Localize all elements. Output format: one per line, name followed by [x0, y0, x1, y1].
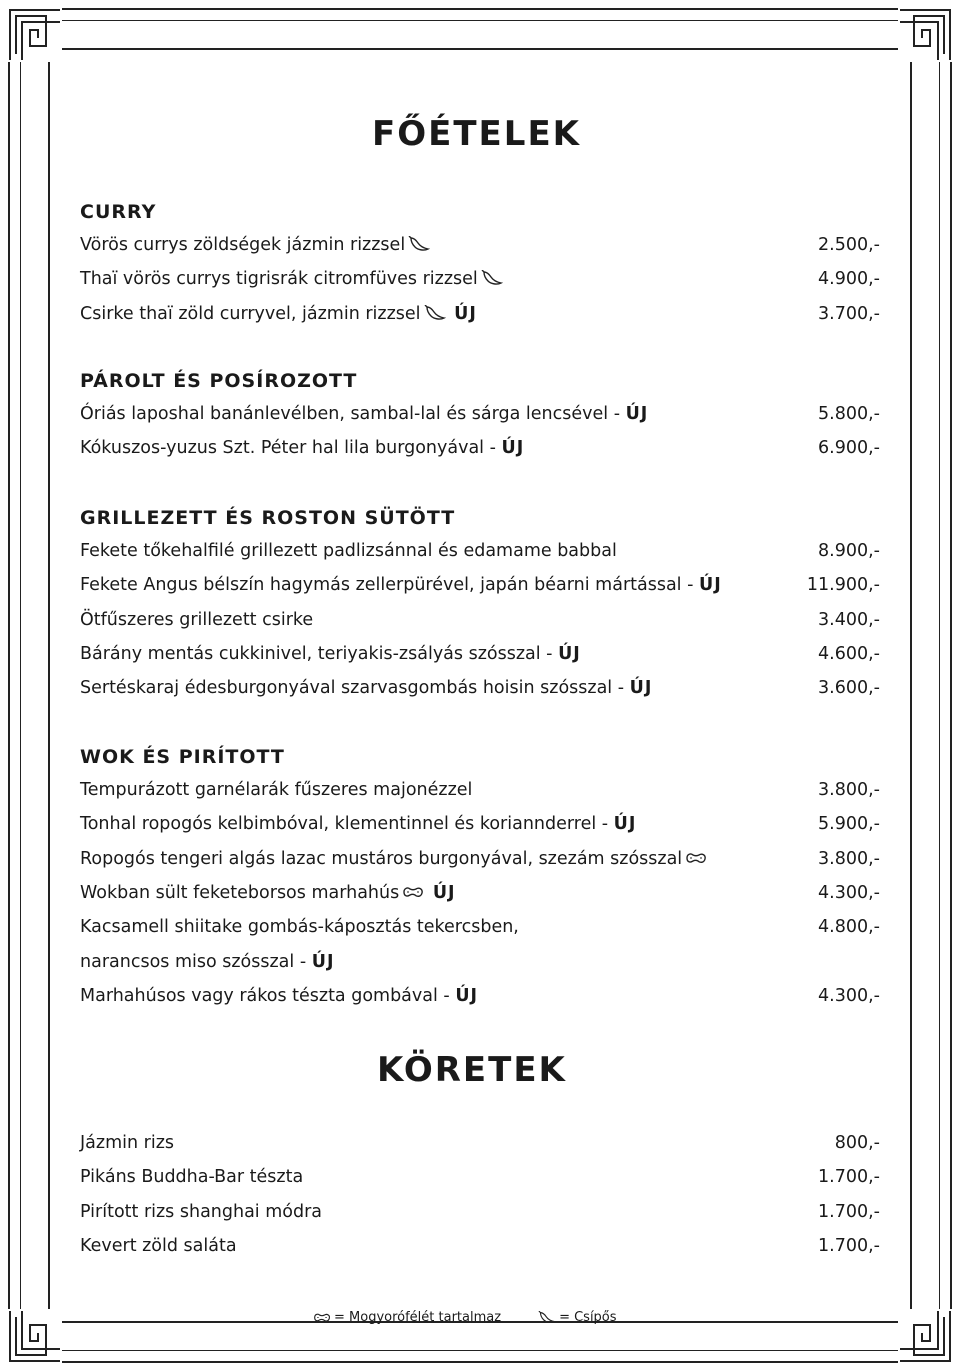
side-item-name: Kevert zöld saláta [80, 1236, 237, 1257]
menu-item [80, 910, 880, 944]
menu-item-name: Fekete tőkehalfilé grillezett padlizsánnal és edamame babbal [80, 541, 617, 562]
new-badge: ÚJ [699, 575, 722, 596]
new-badge: ÚJ [613, 814, 637, 835]
legend-spicy [535, 1310, 616, 1325]
menu-item-price: 3.800,- [818, 848, 880, 869]
menu-item-name-wrap [80, 917, 519, 937]
menu-item-price: 2.500,- [818, 235, 880, 256]
sides-list [80, 1126, 880, 1263]
new-badge: ÚJ [455, 985, 479, 1006]
menu-item [80, 228, 880, 262]
side-item-name: Pirított rizs shanghai módra [80, 1201, 323, 1222]
page-title: FŐÉTELEK [372, 114, 582, 154]
menu-section-curry [80, 196, 880, 331]
menu-item-name: Thaï vörös currys tigrisrák citromfüves rizzsel [80, 269, 478, 290]
menu-item [80, 262, 880, 296]
legend-spicy-label: = Csípős [559, 1310, 617, 1325]
side-item-price: 1.700,- [818, 1167, 880, 1188]
menu-item [80, 431, 880, 465]
menu-item-name: Óriás laposhal banánlevélben, sambal-lal és sárga lencsével - [80, 404, 621, 425]
menu-item-name: Bárány mentás cukkinivel, teriyakis-zsályás szósszal - [80, 644, 553, 665]
legend [310, 1310, 651, 1325]
sides-title: KÖRETEK [377, 1050, 567, 1090]
menu-item [80, 807, 880, 841]
menu-item-name-wrap [80, 849, 710, 869]
menu-item-price: 6.900,- [818, 438, 880, 459]
menu-item-price: 4.600,- [818, 644, 880, 665]
side-item [80, 1229, 880, 1263]
greek-key-corner-ornament [2, 1309, 62, 1369]
side-item-name: Pikáns Buddha-Bar tészta [80, 1167, 304, 1188]
new-badge: ÚJ [501, 438, 525, 459]
new-badge: ÚJ [432, 883, 456, 904]
menu-item-price: 11.900,- [806, 575, 880, 596]
chili-pepper-icon [481, 270, 503, 286]
side-item-price: 1.700,- [818, 1236, 880, 1257]
menu-item-name-wrap [80, 404, 648, 424]
peanut-icon [402, 884, 424, 900]
menu-item-name: Tonhal ropogós kelbimbóval, klementinnel és koriannderrel - [80, 814, 609, 835]
menu-item-name-wrap [80, 986, 478, 1006]
menu-section-wok [80, 741, 880, 1013]
menu-item-name-wrap [80, 610, 313, 630]
menu-item [80, 671, 880, 705]
menu-item-name-wrap [80, 235, 433, 255]
menu-item [80, 773, 880, 807]
menu-item-name-wrap [80, 541, 617, 561]
greek-key-corner-ornament [2, 2, 62, 62]
menu-item [80, 534, 880, 568]
new-badge: ÚJ [558, 644, 581, 665]
menu-section-parolt [80, 365, 880, 466]
menu-item-name: Ötfűszeres grillezett csirke [80, 609, 314, 630]
menu-item-price: 4.900,- [818, 269, 880, 290]
chili-pepper-icon [538, 1311, 556, 1324]
menu-item-name: Tempurázott garnélarák fűszeres majonézzel [80, 780, 473, 801]
side-item [80, 1195, 880, 1229]
greek-key-corner-ornament [898, 2, 958, 62]
menu-item [80, 979, 880, 1013]
menu-item [80, 876, 880, 910]
side-item-name: Jázmin rizs [80, 1133, 174, 1154]
menu-section-grillezett [80, 502, 880, 705]
menu-item-name: Ropogós tengeri algás lazac mustáros burgonyával, szezám szósszal [80, 848, 683, 869]
menu-item-name: Kókuszos-yuzus Szt. Péter hal lila burgonyával - [80, 438, 496, 459]
menu-item [80, 637, 880, 671]
side-item [80, 1126, 880, 1160]
section-heading: GRILLEZETT ÉS ROSTON SÜTÖTT [80, 507, 456, 529]
chili-pepper-icon [408, 236, 430, 252]
menu-item-name-wrap [80, 304, 477, 324]
menu-item-price: 3.600,- [818, 678, 880, 699]
menu-item [80, 842, 880, 876]
menu-item [80, 297, 880, 331]
menu-item-name-wrap [80, 952, 334, 972]
menu-item-name: Marhahúsos vagy rákos tészta gombával - [80, 985, 450, 1006]
section-heading: PÁROLT ÉS POSÍROZOTT [80, 370, 358, 392]
menu-item-name-wrap [80, 575, 722, 595]
menu-item-name: Kacsamell shiitake gombás-káposztás tekercsben, [80, 917, 519, 938]
side-item [80, 1160, 880, 1194]
new-badge: ÚJ [454, 303, 477, 324]
legend-peanut-label: = Mogyorófélét tartalmaz [334, 1310, 502, 1325]
menu-item-price: 4.300,- [818, 985, 880, 1006]
menu-item-price: 3.400,- [818, 609, 880, 630]
section-heading: CURRY [80, 201, 157, 223]
new-badge: ÚJ [629, 678, 653, 699]
side-item-price: 800,- [834, 1133, 880, 1154]
menu-item [80, 397, 880, 431]
menu-item-name-wrap [80, 644, 581, 664]
greek-key-corner-ornament [898, 1309, 958, 1369]
menu-item [80, 568, 880, 602]
menu-item [80, 603, 880, 637]
menu-item-price: 4.300,- [818, 883, 880, 904]
chili-pepper-icon [424, 305, 446, 321]
menu-item-price: 3.700,- [818, 303, 880, 324]
menu-item-name-wrap [80, 438, 524, 458]
menu-item-name: narancsos miso szósszal - [80, 951, 307, 972]
menu-item-name-wrap [80, 269, 506, 289]
menu-item-name-wrap [80, 780, 472, 800]
new-badge: ÚJ [311, 951, 335, 972]
peanut-icon [313, 1311, 331, 1324]
peanut-icon [685, 850, 707, 866]
menu-item-name: Wokban sült feketeborsos marhahús [80, 883, 400, 904]
menu-item-name-wrap [80, 678, 652, 698]
menu-item-name-wrap [80, 814, 636, 834]
menu-item-price: 5.800,- [818, 404, 880, 425]
side-item-price: 1.700,- [818, 1201, 880, 1222]
menu-item-name: Fekete Angus bélszín hagymás zellerpürével, japán béarni mártással - [80, 575, 694, 596]
menu-item [80, 944, 880, 978]
new-badge: ÚJ [625, 404, 649, 425]
menu-item-name: Vörös currys zöldségek jázmin rizzsel [80, 235, 406, 256]
menu-item-price: 5.900,- [818, 814, 880, 835]
menu-item-price: 4.800,- [818, 917, 880, 938]
menu-item-name: Sertéskaraj édesburgonyával szarvasgombás hoisin szósszal - [80, 678, 625, 699]
menu-item-price: 3.800,- [818, 780, 880, 801]
menu-item-name-wrap [80, 883, 456, 903]
legend-peanut [310, 1310, 501, 1325]
menu-item-name: Csirke thaï zöld curryvel, jázmin rizzsel [80, 303, 421, 324]
menu-item-price: 8.900,- [818, 541, 880, 562]
section-heading: WOK ÉS PIRÍTOTT [80, 746, 285, 768]
